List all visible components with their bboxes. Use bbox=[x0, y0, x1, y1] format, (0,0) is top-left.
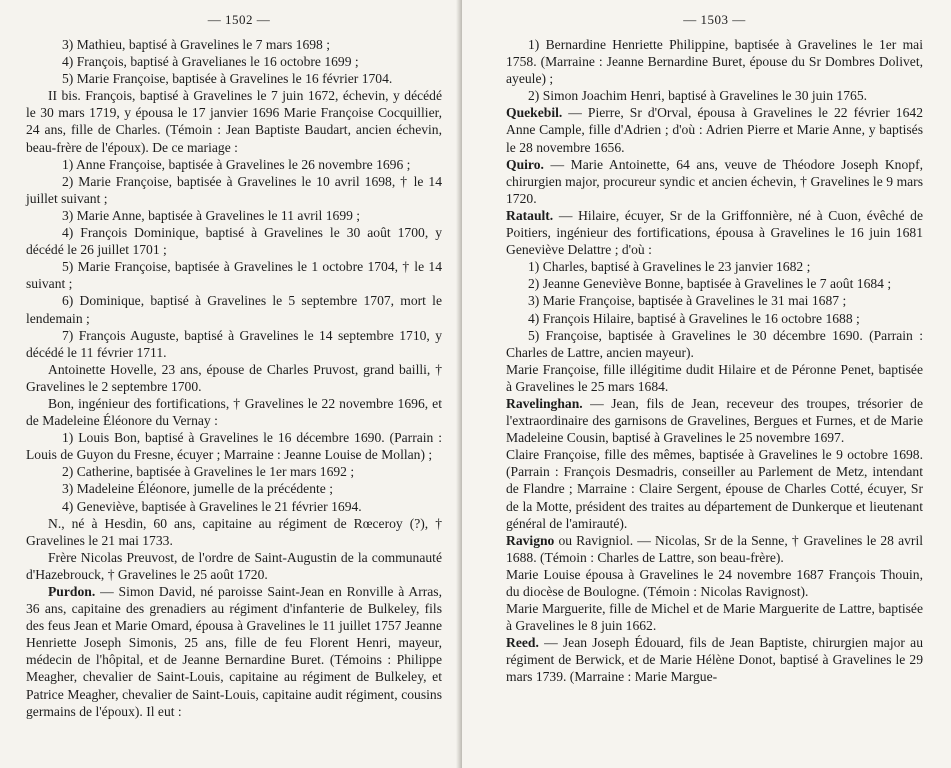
left-paragraph bbox=[26, 498, 442, 515]
paragraph-text: Antoinette Hovelle, 23 ans, épouse de Charles Pruvost, grand bailli, † Gravelines le 2 septembre 1700. bbox=[26, 361, 442, 394]
right-paragraph bbox=[506, 600, 923, 634]
left-paragraph bbox=[26, 87, 442, 155]
right-paragraph bbox=[506, 87, 923, 104]
right-page bbox=[462, 0, 951, 768]
left-paragraph bbox=[26, 327, 442, 361]
right-paragraph bbox=[506, 156, 923, 207]
paragraph-text: Marie Françoise, fille illégitime dudit Hilaire et de Péronne Penet, baptisée à Gravelines le 25 mars 1684. bbox=[506, 361, 923, 394]
paragraph-text: 5) Marie Françoise, baptisée à Gravelines le 16 février 1704. bbox=[62, 71, 393, 87]
left-paragraph bbox=[26, 515, 442, 549]
paragraph-text: 1) Bernardine Henriette Philippine, baptisée à Gravelines le 1er mai 1758. (Marraine : Jeanne Bernardine Buret, épouse du Sr Dombres Dolivet, ayeule) ; bbox=[506, 37, 923, 87]
paragraph-text: — Hilaire, écuyer, Sr de la Griffonnière, né à Cuon, évêché de Poitiers, ingénieur des fortifications, épousa à Gravelines le 16 juin 1681 Geneviève Delattre ; d'où : bbox=[506, 207, 923, 258]
left-paragraph bbox=[26, 395, 442, 429]
left-paragraph bbox=[26, 70, 442, 87]
right-paragraph bbox=[506, 361, 923, 395]
paragraph-text: 2) Jeanne Geneviève Bonne, baptisée à Gravelines le 7 août 1684 ; bbox=[528, 276, 892, 292]
paragraph-text: 2) Marie Françoise, baptisée à Gravelines le 10 avril 1698, † le 14 juillet suivant ; bbox=[26, 173, 442, 206]
paragraph-text: Marie Louise épousa à Gravelines le 24 novembre 1687 François Thouin, du diocèse de Boulogne. (Témoin : Nicolas Ravignost). bbox=[506, 566, 923, 599]
paragraph-text: 1) Anne Françoise, baptisée à Gravelines le 26 novembre 1696 ; bbox=[62, 156, 411, 172]
left-paragraph bbox=[26, 292, 442, 326]
right-paragraph bbox=[506, 36, 923, 87]
entry-heading: Quekebil. bbox=[506, 105, 563, 121]
left-paragraph bbox=[26, 207, 442, 224]
right-page-number: — 1503 — bbox=[683, 12, 746, 27]
paragraph-text: 4) François, baptisé à Gravelianes le 16 octobre 1699 ; bbox=[62, 54, 359, 70]
paragraph-text: 4) Geneviève, baptisée à Gravelines le 21 février 1694. bbox=[62, 498, 362, 514]
left-paragraph bbox=[26, 583, 442, 720]
entry-heading: Purdon. bbox=[48, 584, 96, 599]
paragraph-text: 5) Marie Françoise, baptisée à Gravelines le 1 octobre 1704, † le 14 suivant ; bbox=[26, 259, 442, 292]
paragraph-text: Marie Marguerite, fille de Michel et de Marie Marguerite de Lattre, baptisée à Gravelines le 8 juin 1662. bbox=[506, 601, 923, 634]
paragraph-text: 4) François Dominique, baptisé à Gravelines le 30 août 1700, y décédé le 26 juillet 1701 ; bbox=[26, 225, 442, 258]
paragraph-text: 3) Marie Anne, baptisée à Gravelines le 11 avril 1699 ; bbox=[62, 207, 361, 223]
paragraph-text: 2) Catherine, baptisée à Gravelines le 1er mars 1692 ; bbox=[62, 464, 355, 480]
paragraph-text: ou Ravigniol. — Nicolas, Sr de la Senne, † Gravelines le 28 avril 1688. (Témoin : Charles de Lattre, son beau-frère). bbox=[506, 532, 923, 565]
paragraph-text: — Marie Antoinette, 64 ans, veuve de Théodore Joseph Knopf, chirurgien major, procureur syndic et ancien échevin, † Gravelines le 9 mars 1720. bbox=[506, 156, 923, 206]
paragraph-text: Bon, ingénieur des fortifications, † Gravelines le 22 novembre 1696, et de Madeleine Éléonore du Vernay : bbox=[26, 395, 442, 429]
paragraph-text: Claire Françoise, fille des mêmes, baptisée à Gravelines le 9 octobre 1698. (Parrain : François Desmadris, conseiller au Parlement de Metz, intendant de Flandre ; Marraine : Claire Sergent, épouse de Charles Cotté, écuyer, Sr de la Motte, président des traites au département de Dunkerque et lieutenant général de l'amirauté). bbox=[506, 447, 923, 531]
paragraph-text: 1) Louis Bon, baptisé à Gravelines le 16 décembre 1690. (Parrain : Louis de Guyon du Fresne, écuyer ; Marraine : Jeanne Louise de Mollan) ; bbox=[26, 430, 442, 463]
left-paragraph bbox=[26, 156, 442, 173]
paragraph-text: II bis. François, baptisé à Gravelines le 7 juin 1672, échevin, y décédé le 30 mars 1719, y épousa le 17 janvier 1696 Marie Françoise Cocquillier, 24 ans, fille de Charles. (Témoin : Jean Baptiste Baudart, ancien échevin, beau-frère de l'époux). De ce mariage : bbox=[26, 88, 442, 155]
paragraph-text: — Jean, fils de Jean, receveur des troupes, trésorier de l'extraordinaire des garnisons de Gravelines, Bergues et Furnes, et de Marie Madeleine Cousin, baptisé à Gravelines le 25 novembre 1697. bbox=[506, 395, 923, 446]
left-paragraph bbox=[26, 429, 442, 463]
entry-heading: Ravelinghan. bbox=[506, 395, 583, 411]
left-page-body bbox=[26, 36, 442, 720]
left-paragraph bbox=[26, 53, 442, 70]
left-paragraph bbox=[26, 361, 442, 395]
right-paragraph bbox=[506, 207, 923, 258]
paragraph-text: Frère Nicolas Preuvost, de l'ordre de Saint-Augustin de la communauté d'Hazebrouck, † Gravelines le 25 août 1720. bbox=[26, 549, 442, 582]
paragraph-text: 3) Mathieu, baptisé à Gravelines le 7 mars 1698 ; bbox=[62, 37, 331, 52]
right-paragraph bbox=[506, 310, 923, 327]
paragraph-text: 1) Charles, baptisé à Gravelines le 23 janvier 1682 ; bbox=[528, 259, 811, 275]
paragraph-text: 3) Marie Françoise, baptisée à Gravelines le 31 mai 1687 ; bbox=[528, 293, 847, 309]
paragraph-text: — Pierre, Sr d'Orval, épousa à Gravelines le 22 février 1642 Anne Cample, fille d'Adrien ; d'où : Adrien Pierre et Marie Anne, y baptisés le 28 novembre 1656. bbox=[506, 105, 923, 155]
entry-heading: Quiro. bbox=[506, 156, 544, 172]
right-paragraph bbox=[506, 395, 923, 446]
entry-heading: Ravigno bbox=[506, 532, 555, 548]
paragraph-text: 3) Madeleine Éléonore, jumelle de la précédente ; bbox=[62, 481, 333, 497]
left-paragraph bbox=[26, 549, 442, 583]
paragraph-text: — Simon David, né paroisse Saint-Jean en Ronville à Arras, 36 ans, capitaine des grenadiers au régiment d'infanterie de Bulkeley, fils des feus Jean et Marie Omard, épousa à Gravelines le 11 juillet 1757 Jeanne Henriette Joseph Simonis, 25 ans, fille de feu Florent Henri, mayeur, médecin de l'hôpital, et de Jeanne Bernardine Buret. (Témoins : Philippe Meagher, chevalier de Saint-Louis, capitaine au régiment de Bulkeley, et Patrice Meagher, chevalier de Saint-Louis, capitaine audit régiment, cousins germains de l'époux). Il eut : bbox=[26, 584, 442, 719]
paragraph-text: 4) François Hilaire, baptisé à Gravelines le 16 octobre 1688 ; bbox=[528, 310, 860, 326]
left-paragraph bbox=[26, 463, 442, 480]
right-paragraph bbox=[506, 292, 923, 309]
left-page-number: — 1502 — bbox=[207, 12, 271, 27]
right-paragraph bbox=[506, 327, 923, 361]
paragraph-text: 7) François Auguste, baptisé à Gravelines le 14 septembre 1710, y décédé le 11 février 1711. bbox=[26, 327, 442, 360]
left-paragraph bbox=[26, 173, 442, 207]
paragraph-text: — Jean Joseph Édouard, fils de Jean Baptiste, chirurgien major au régiment de Berwick, et de Marie Hélène Donot, baptisé à Gravelines le 29 mars 1739. (Marraine : Marie Margue- bbox=[506, 635, 923, 685]
entry-heading: Ratault. bbox=[506, 207, 554, 223]
left-page bbox=[0, 0, 462, 768]
right-paragraph bbox=[506, 275, 923, 292]
right-paragraph bbox=[506, 104, 923, 155]
paragraph-text: N., né à Hesdin, 60 ans, capitaine au régiment de Rœceroy (?), † Gravelines le 21 mai 1733. bbox=[26, 515, 442, 548]
right-paragraph bbox=[506, 532, 923, 566]
left-paragraph bbox=[26, 36, 442, 53]
entry-heading: Reed. bbox=[506, 635, 539, 651]
right-paragraph bbox=[506, 446, 923, 531]
right-paragraph bbox=[506, 258, 923, 275]
paragraph-text: 2) Simon Joachim Henri, baptisé à Gravelines le 30 juin 1765. bbox=[528, 88, 868, 104]
left-paragraph bbox=[26, 480, 442, 497]
right-paragraph bbox=[506, 634, 923, 685]
right-page-body bbox=[506, 36, 923, 686]
left-paragraph bbox=[26, 224, 442, 258]
right-paragraph bbox=[506, 566, 923, 600]
paragraph-text: 6) Dominique, baptisé à Gravelines le 5 septembre 1707, mort le lendemain ; bbox=[26, 293, 442, 326]
left-paragraph bbox=[26, 258, 442, 292]
paragraph-text: 5) Françoise, baptisée à Gravelines le 30 décembre 1690. (Parrain : Charles de Lattre, ancien mayeur). bbox=[506, 327, 923, 360]
